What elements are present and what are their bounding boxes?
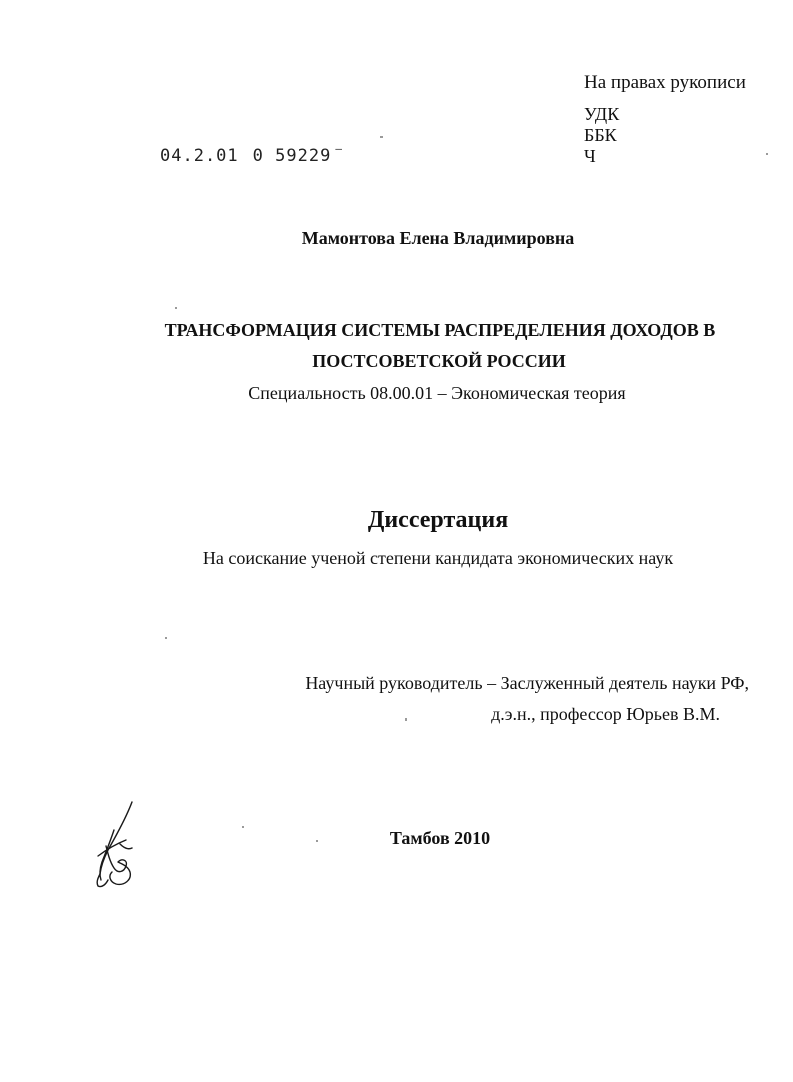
document-type-heading: Диссертация — [367, 507, 509, 533]
scan-speck — [405, 718, 407, 721]
udk-code: УДК — [584, 104, 620, 124]
scan-speck — [175, 307, 177, 309]
thesis-title-line-2: ПОСТСОВЕТСКОЙ РОССИИ — [312, 351, 566, 371]
bbk-code: ББК — [584, 125, 617, 145]
specialty-line: Специальность 08.00.01 – Экономическая теория — [248, 383, 626, 403]
city-year: Тамбов 2010 — [389, 828, 491, 848]
library-stamp: 04.2.01 0 59229 – — [160, 142, 343, 166]
manuscript-rights-label: На правах рукописи — [584, 72, 746, 93]
scan-speck — [766, 153, 768, 155]
advisor-line-2: д.э.н., профессор Юрьев В.М. — [491, 704, 720, 724]
classification-codes — [584, 104, 619, 167]
ch-code: Ч — [584, 146, 596, 166]
scan-speck — [380, 136, 383, 138]
advisor-line-1: Научный руководитель – Заслуженный деятель науки РФ, — [305, 673, 749, 693]
stamp-date: 04.2.01 — [160, 146, 239, 166]
stamp-number: 0 59229 — [252, 146, 332, 166]
degree-line: На соискание ученой степени кандидата экономических наук — [202, 548, 674, 568]
author-name: Мамонтова Елена Владимировна — [301, 228, 575, 248]
scan-speck — [316, 840, 318, 842]
scan-speck — [242, 826, 244, 828]
handwritten-signature — [92, 800, 140, 888]
thesis-title-line-1: ТРАНСФОРМАЦИЯ СИСТЕМЫ РАСПРЕДЕЛЕНИЯ ДОХОДОВ В — [164, 320, 716, 340]
scan-speck — [165, 637, 167, 639]
